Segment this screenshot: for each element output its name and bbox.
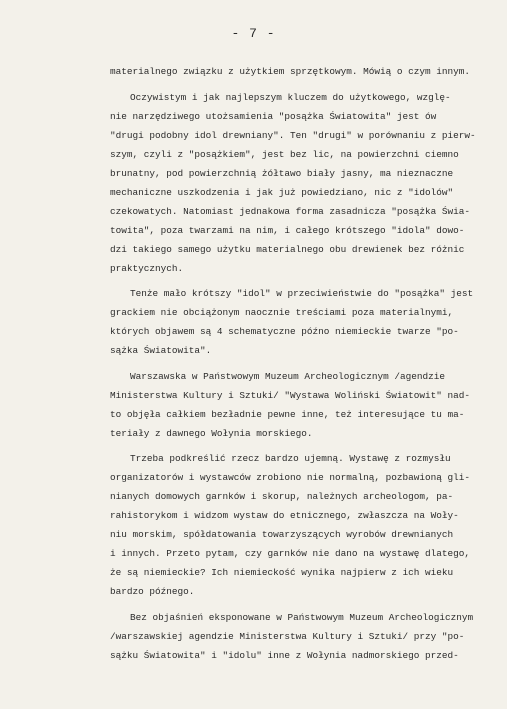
text-line: nianych domowych garnków i skorup, należnych archeologom, pa-: [110, 491, 454, 502]
text-line: sążku Światowita" i "idolu" inne z Wołynia nadmorskiego przed-: [110, 649, 459, 661]
text-line: /warszawskiej agendzie Ministerstwa Kultury i Sztuki/ przy "po-: [110, 630, 465, 642]
text-line: Ministerstwa Kultury i Sztuki/ "Wystawa Woliński Światowit" nad-: [110, 389, 471, 401]
text-line: to objęła całkiem bezładnie pewne inne, też interesujące tu ma-: [110, 408, 465, 420]
text-line: grackiem nie obciążonym naocznie treściami poza materialnymi,: [110, 307, 454, 318]
text-line: mechaniczne uszkodzenia i jak już powiedziano, nic z "idolów": [110, 186, 454, 198]
paragraph: [110, 608, 495, 665]
text-line: niu morskim, spółdatowania towarzyszących wyrobów drewnianych: [110, 529, 454, 540]
paragraph: [110, 284, 495, 360]
text-line: Warszawska w Państwowym Muzeum Archeologicznym /agendzie: [130, 370, 446, 382]
text-line: bardzo późnego.: [110, 586, 195, 597]
text-line: Trzeba podkreślić rzecz bardzo ujemną. Wystawę z rozmysłu: [130, 453, 451, 464]
text-line: materialnego związku z użytkiem sprzętkowym. Mówią o czym innym.: [110, 66, 471, 77]
text-line: teriały z dawnego Wołynia morskiego.: [110, 427, 313, 439]
text-line: towita", poza twarzami na nim, i całego krótszego "idola" dowo-: [110, 224, 465, 236]
text-line: praktycznych.: [110, 262, 184, 274]
text-line: Tenże mało krótszy "idol" w przeciwieństwie do "posążka" jest: [130, 288, 474, 299]
text-line: Bez objaśnień eksponowane w Państwowym Muzeum Archeologicznym: [130, 611, 474, 623]
text-line: "drugi podobny idol drewniany". Ten "drugi" w porównaniu z pierw-: [110, 129, 476, 141]
text-line: brunatny, pod powierzchnią żółtawo biały jasny, ma nieznaczne: [110, 167, 454, 179]
text-line: czekowatych. Natomiast jednakowa forma zasadnicza "posążka Świa-: [110, 205, 471, 217]
text-line: sążka Światowita".: [110, 345, 212, 356]
document-body: [110, 62, 495, 671]
text-line: nie narzędziwego utożsamienia "posążka Światowita" jest ów: [110, 110, 437, 122]
text-line: i innych. Przeto pytam, czy garnków nie dano na wystawę dlatego,: [110, 548, 471, 559]
text-line: Oczywistym i jak najlepszym kluczem do użytkowego, wzglę-: [130, 91, 451, 103]
text-line: że są niemieckie? Ich niemieckość wynika najpierw z ich wieku: [110, 567, 454, 578]
text-line: których objawem są 4 schematyczne późno niemieckie twarze "po-: [110, 326, 459, 337]
paragraph: [110, 449, 495, 601]
text-line: rahistorykom i widzom wystaw do etnicznego, zwłaszcza na Woły-: [110, 510, 459, 521]
paragraph: [110, 88, 495, 278]
text-line: szym, czyli z "posążkiem", jest bez lic, na powierzchni ciemno: [110, 148, 459, 160]
paragraph: [110, 62, 495, 81]
page-number: - 7 -: [231, 26, 276, 41]
text-line: dzi takiego samego użytku materialnego obu drewienek bez różnic: [110, 243, 465, 255]
paragraph: [110, 367, 495, 443]
text-line: organizatorów i wystawców zrobiono nie normalną, pozbawioną gli-: [110, 472, 471, 483]
